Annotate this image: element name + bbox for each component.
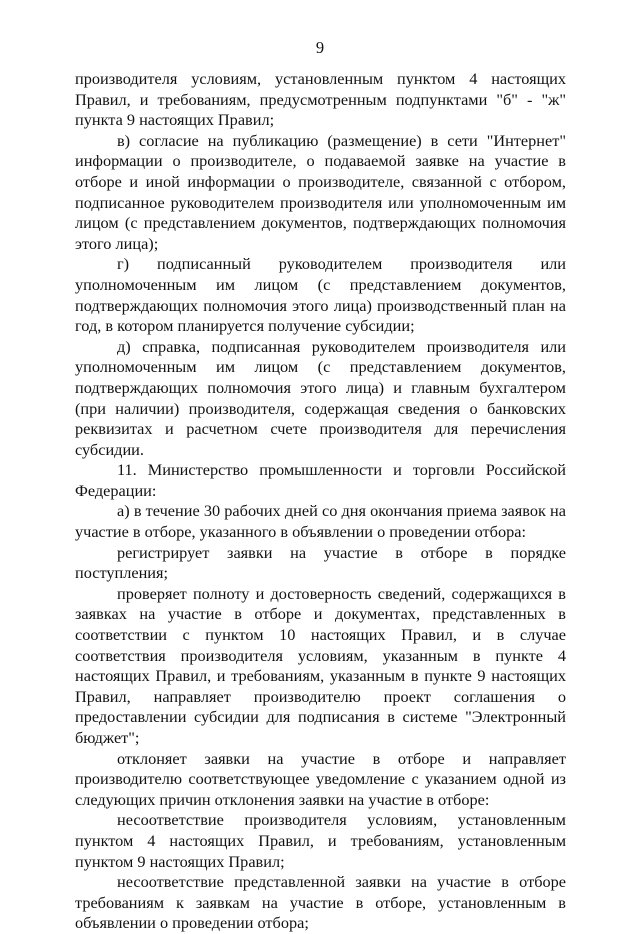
paragraph-rejects: отклоняет заявки на участие в отборе и направляет производителю соответствующее уведомление с указанием одной из следующих причин отклонения заявки на участие в отборе: — [75, 748, 566, 809]
paragraph-registers: регистрирует заявки на участие в отборе в порядке поступления; — [75, 542, 566, 583]
paragraph-continuation: производителя условиям, установленным пунктом 4 настоящих Правил, и требованиям, предусмотренным подпунктами "б" - "ж" пункта 9 настоящих Правил; — [75, 69, 566, 130]
paragraph-item-d: д) справка, подписанная руководителем производителя или уполномоченным им лицом (с представлением документов, подтверждающих полномочия этого лица) и главным бухгалтером (при наличии) производителя, содержащая сведения о банковских реквизитах и расчетном счете производителя для перечисления субсидии. — [75, 336, 566, 459]
paragraph-clause-11: 11. Министерство промышленности и торговли Российской Федерации: — [75, 460, 566, 500]
paragraph-checks: проверяет полноту и достоверность сведений, содержащихся в заявках на участие в отборе и документах, представленных в соответствии с пунктом 10 настоящих Правил, и в случае соответствия производителя условиям, указанным в пункте 4 настоящих Правил, и требованиям, указанным в пункте 9 настоящих Правил, направляет производителю проект соглашения о предоставлении субсидии для подписания в системе "Электронный бюджет"; — [75, 583, 566, 747]
paragraph-item-a: а) в течение 30 рабочих дней со дня окончания приема заявок на участие в отборе, указанного в объявлении о проведении отбора: — [75, 501, 566, 542]
paragraph-item-v: в) согласие на публикацию (размещение) в сети "Интернет" информации о производителе, о подаваемой заявке на участие в отборе и иной информации о производителе, связанной с отбором, подписанное руководителем производителя или уполномоченным им лицом (с представлением документов, подтверждающих полномочия этого лица); — [75, 130, 566, 253]
paragraph-reason-2: несоответствие представленной заявки на участие в отборе требованиям к заявкам на участие в отборе, установленным в объявлении о проведении отбора; — [75, 872, 566, 933]
paragraph-item-g: г) подписанный руководителем производителя или уполномоченным им лицом (с представлением документов, подтверждающих полномочия этого лица) производственный план на год, в котором планируется получение субсидии; — [75, 254, 566, 336]
page-number: 9 — [315, 38, 325, 57]
paragraph-reason-1: несоответствие производителя условиям, установленным пунктом 4 настоящих Правил, и требованиям, установленным пунктом 9 настоящих Правил; — [75, 810, 566, 871]
document-body — [75, 69, 566, 934]
